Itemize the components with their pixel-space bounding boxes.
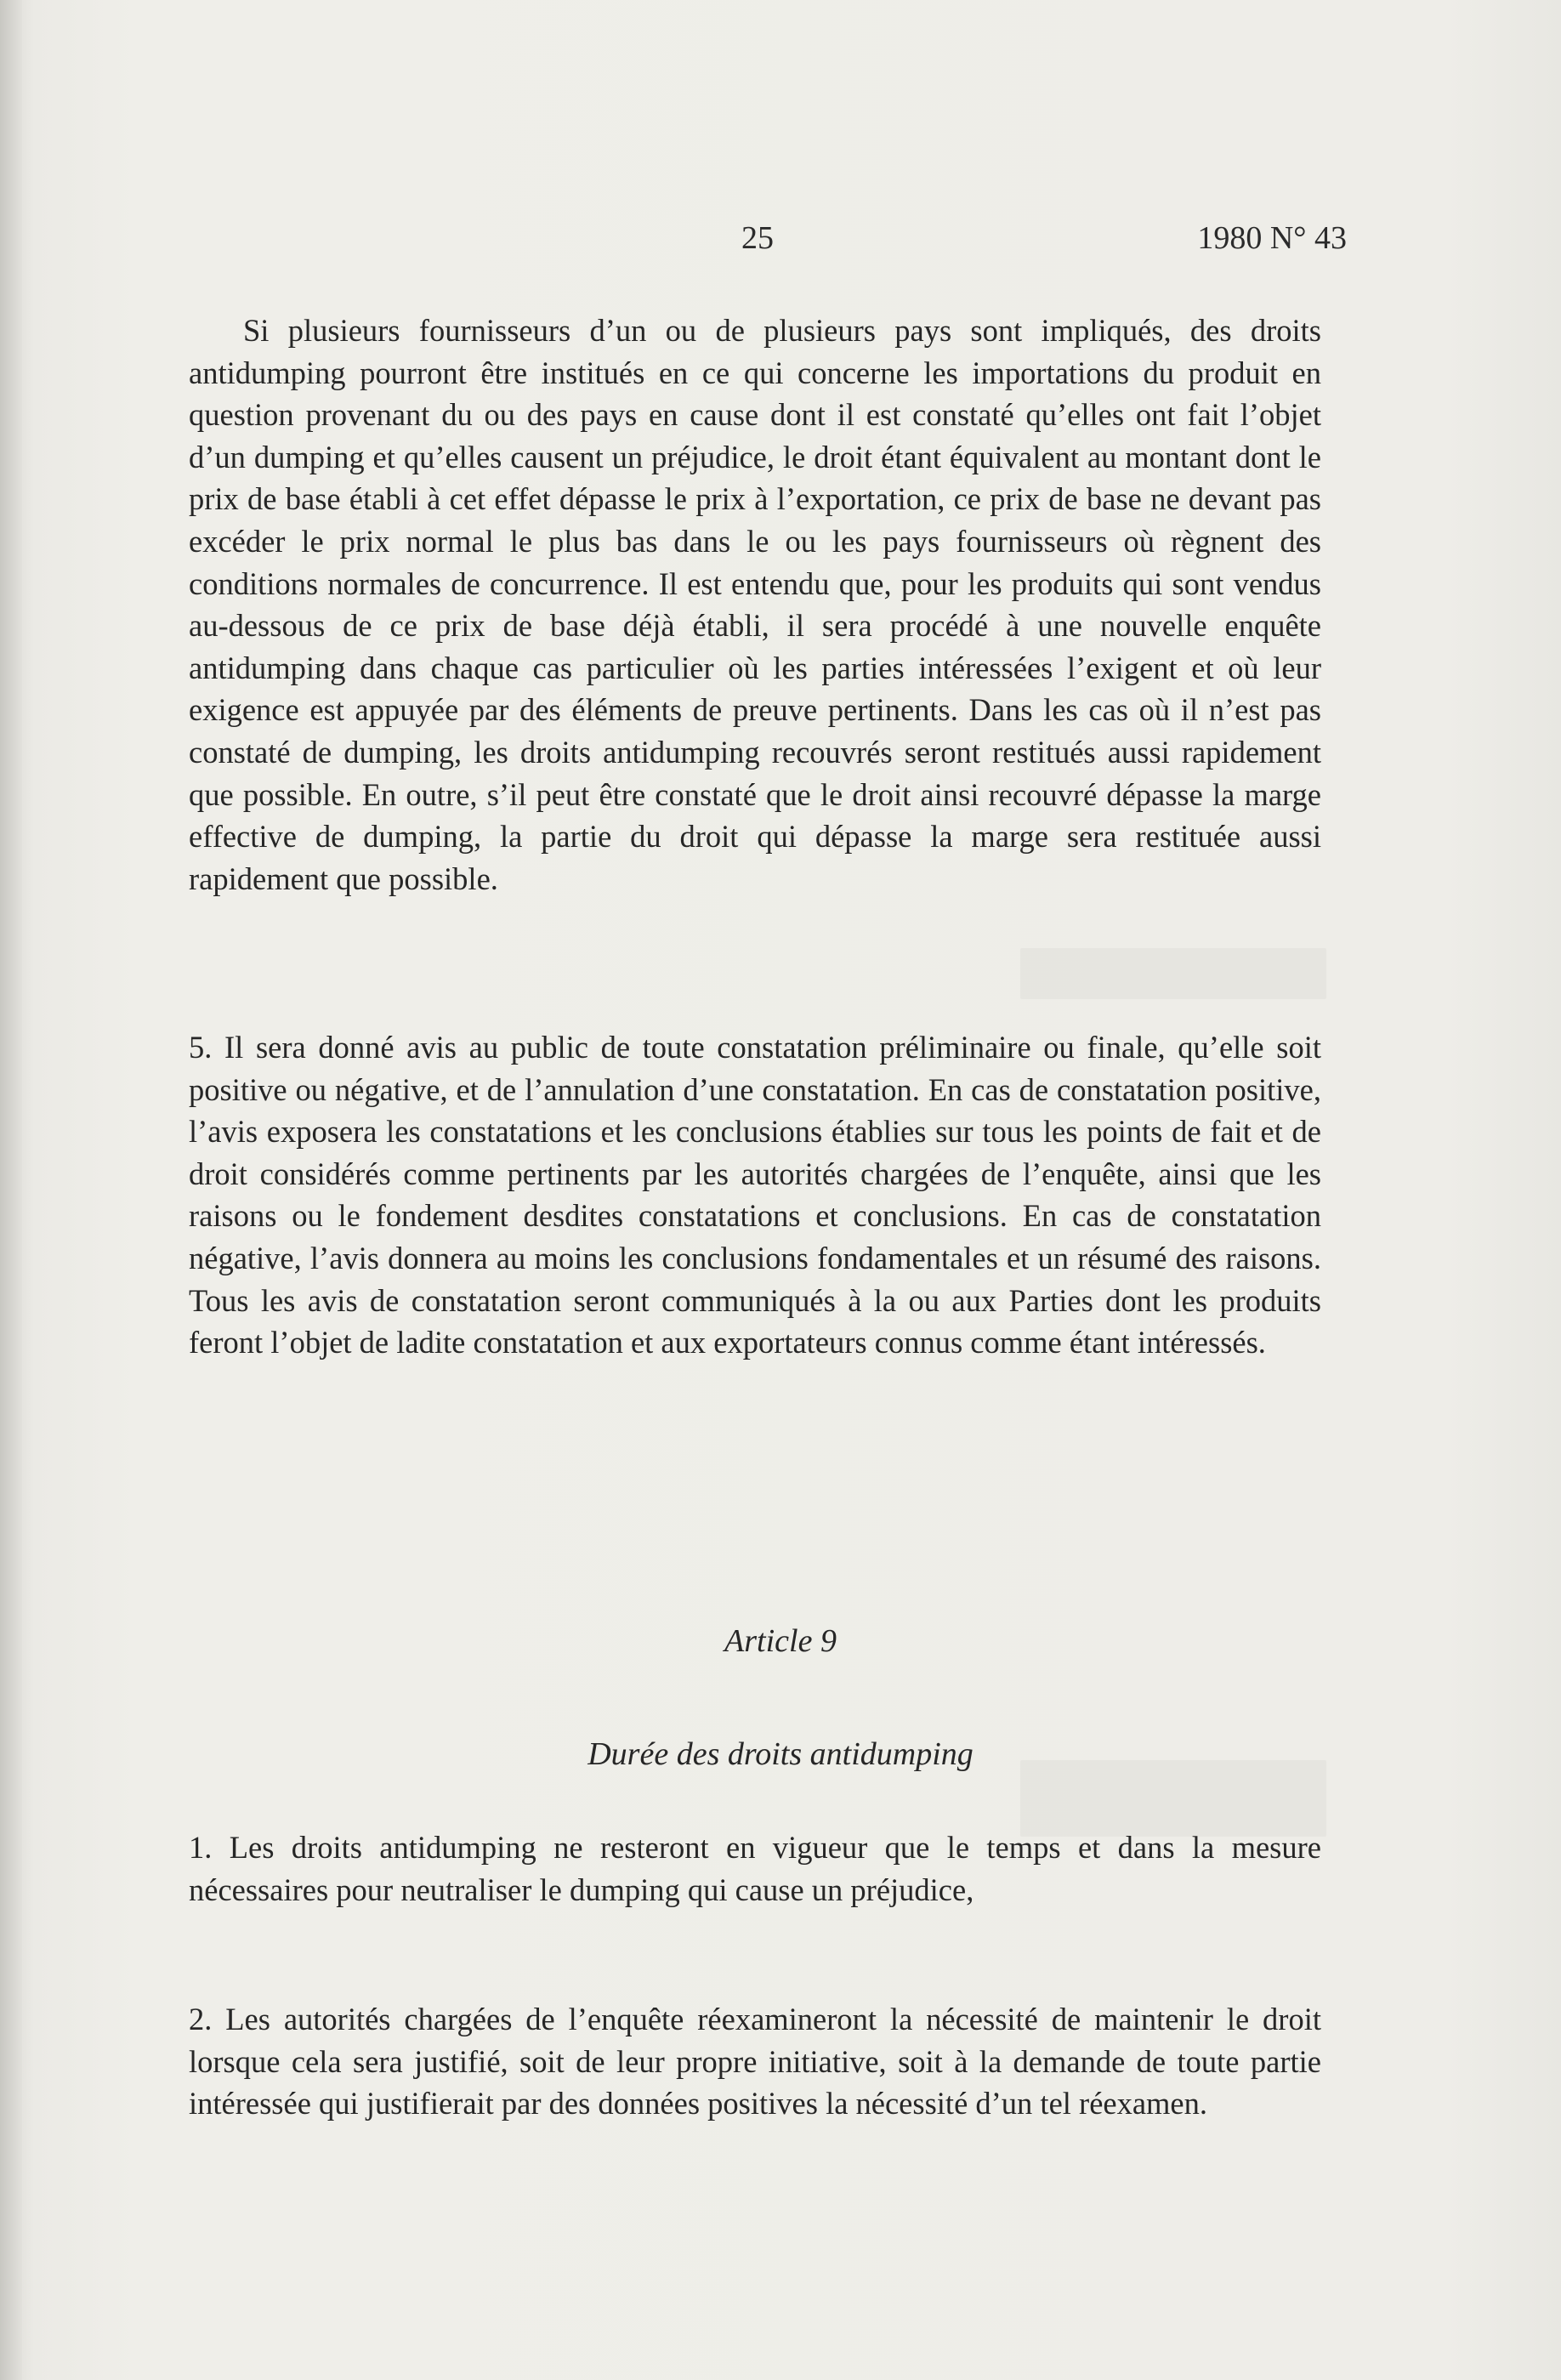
document-reference: 1980 N° 43 [1197, 220, 1347, 256]
article-title: Article 9 [724, 1623, 837, 1659]
paragraph-continuation: Si plusieurs fournisseurs d’un ou de plusieurs pays sont impliqués, des droits antidumping pourront être institués en ce qui concerne les importations du produit en question provenant du ou des pays en cause dont il est constaté qu’elles ont fait l’objet d’un dumping et qu’elles causent un préjudice, le droit étant équivalent au montant dont le prix de base établi à cet effet dépasse le prix à l’exportation, ce prix de base ne devant pas excéder le prix normal le plus bas dans le ou les pays fournisseurs où règnent des conditions normales de concurrence. Il est entendu que, pour les produits qui sont vendus au-dessous de ce prix de base déjà établi, il sera procédé à une nouvelle enquête antidumping dans chaque cas particulier où les parties intéressées l’exigent et où leur exigence est appuyée par des éléments de preuve pertinents. Dans les cas où il n’est pas constaté de dumping, les droits antidumping recouvrés seront restitués aussi rapidement que possible. En outre, s’il peut être constaté que le droit ainsi recouvré dépasse la marge effective de dumping, la partie du droit qui dépasse la marge sera restituée aussi rapidement que possible. [189, 313, 1321, 896]
page-gutter [0, 0, 22, 2380]
article-subtitle: Durée des droits antidumping [588, 1736, 973, 1772]
page-number: 25 [741, 220, 774, 256]
show-through-shadow [1020, 948, 1326, 999]
page-header [0, 219, 1561, 262]
article-paragraph-1: 1. Les droits antidumping ne resteront en vigueur que le temps et dans la mesure nécessaires pour neutraliser le dumping qui cause un préjudice, [189, 1830, 1321, 1907]
article-paragraph-2: 2. Les autorités chargées de l’enquête réexamineront la nécessité de maintenir le droit lorsque cela sera justifié, soit de leur propre initiative, soit à la demande de toute partie intéressée qui justifierait par des données positives la nécessité d’un tel réexamen. [189, 2002, 1321, 2122]
paragraph-5: 5. Il sera donné avis au public de toute constatation préliminaire ou finale, qu’elle soit positive ou négative, et de l’annulation d’une constatation. En cas de constatation positive, l’avis exposera les constatations et les conclusions établies sur tous les points de fait et de droit considérés comme pertinents par les autorités chargées de l’enquête, ainsi que les raisons ou le fondement desdites constatations et conclusions. En cas de constatation négative, l’avis donnera au moins les conclusions fondamentales et un résumé des raisons. Tous les avis de constatation seront communiqués à la ou aux Parties dont les produits feront l’objet de ladite constatation et aux exportateurs connus comme étant intéressés. [189, 1030, 1321, 1360]
